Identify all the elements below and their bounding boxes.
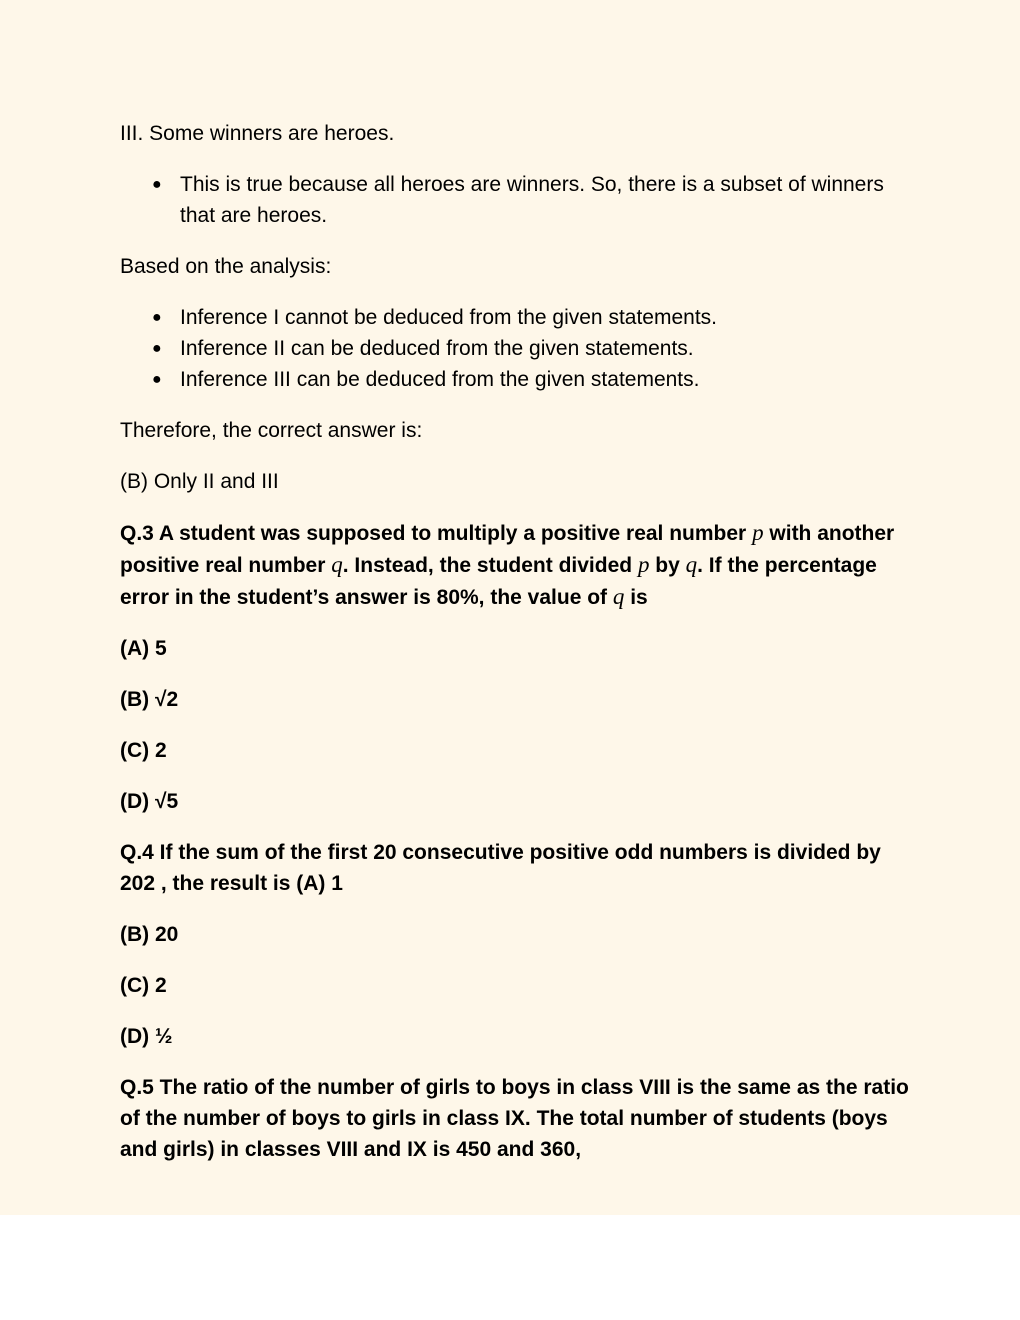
bullet-icon: ● xyxy=(152,309,162,326)
question-3 xyxy=(120,517,910,613)
q3-text: is xyxy=(624,586,648,609)
q4-option-c: (C) 2 xyxy=(120,974,167,997)
q3-variable: q xyxy=(685,552,698,577)
page-content xyxy=(120,118,910,1185)
q3-option-d: (D) √5 xyxy=(120,790,179,813)
q3-variable: q xyxy=(331,552,343,577)
analysis-intro: Based on the analysis: xyxy=(120,255,332,278)
bullet-text: Inference II can be deduced from the given statements. xyxy=(180,337,694,360)
q3-option-c: (C) 2 xyxy=(120,739,167,762)
analysis-answer: (B) Only II and III xyxy=(120,470,279,493)
bullet-text: This is true because all heroes are winners. So, there is a subset of winners that are heroes. xyxy=(180,173,884,227)
bullet-text: Inference I cannot be deduced from the given statements. xyxy=(180,306,717,329)
list-item xyxy=(120,169,910,231)
q4-option-b: (B) 20 xyxy=(120,923,179,946)
bullet-icon: ● xyxy=(152,340,162,357)
list-item xyxy=(120,302,910,333)
q3-variable: q xyxy=(612,584,625,609)
question-4: Q.4 If the sum of the first 20 consecutive positive odd numbers is divided by 202 , the result is (A) 1 xyxy=(120,841,881,895)
list-item xyxy=(120,364,910,395)
q3-text: by xyxy=(649,554,686,577)
q3-variable: p xyxy=(752,520,764,545)
analysis-conclusion: Therefore, the correct answer is: xyxy=(120,419,423,442)
section-iii-bullets xyxy=(120,169,910,231)
q3-text: . If the percentage error in the student’s answer is 80%, the value of xyxy=(120,554,877,609)
bullet-text: Inference III can be deduced from the given statements. xyxy=(180,368,700,391)
bullet-icon: ● xyxy=(152,176,162,193)
bullet-icon: ● xyxy=(152,371,162,388)
q3-text: . Instead, the student divided xyxy=(342,554,638,577)
q3-option-b: (B) √2 xyxy=(120,688,179,711)
q3-text: Q.3 A student was supposed to multiply a positive real number xyxy=(120,522,753,545)
q4-option-d: (D) ½ xyxy=(120,1025,173,1048)
list-item xyxy=(120,333,910,364)
q3-option-a: (A) 5 xyxy=(120,637,167,660)
question-5: Q.5 The ratio of the number of girls to boys in class VIII is the same as the ratio of the number of boys to girls in class IX. The total number of students (boys and girls) in classes VIII and IX is 450 and 360, xyxy=(120,1076,909,1161)
q3-text: with another positive real number xyxy=(120,522,895,577)
analysis-bullets xyxy=(120,302,910,395)
q3-variable: p xyxy=(637,552,650,577)
section-iii-heading: III. Some winners are heroes. xyxy=(120,122,395,145)
